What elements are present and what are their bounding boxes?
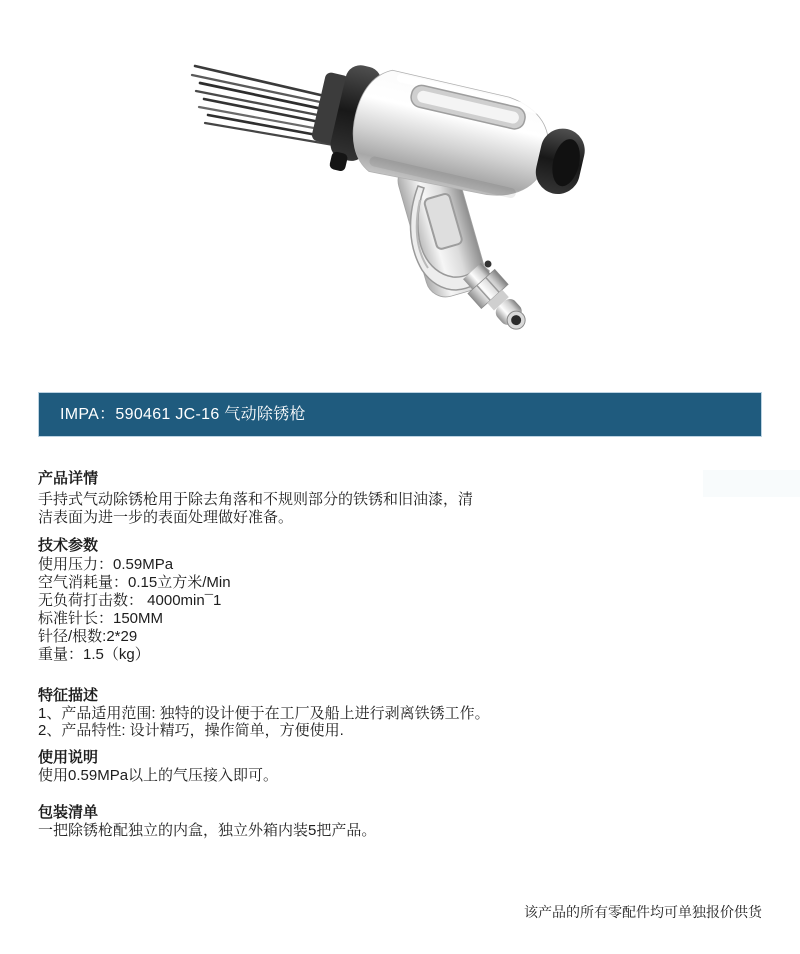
section-heading-usage: 使用说明 bbox=[38, 749, 99, 766]
feature-line: 2、产品特性: 设计精巧，操作简单，方便使用. bbox=[38, 722, 344, 739]
footer-note: 该产品的所有零配件均可单独报价供货 bbox=[524, 904, 762, 920]
pivot-pin bbox=[485, 261, 492, 268]
packing-line: 一把除锈枪配独立的内盒，独立外箱内装5把产品。 bbox=[38, 822, 377, 839]
section-heading-tech-params: 技术参数 bbox=[38, 537, 99, 554]
pneumatic-needle-scaler-photo bbox=[150, 28, 650, 358]
tech-param-line: 重量：1.5（kg） bbox=[38, 646, 150, 663]
product-details-line: 洁表面为进一步的表面处理做好准备。 bbox=[38, 509, 294, 526]
section-heading-product-details: 产品详情 bbox=[38, 470, 99, 487]
tech-param-line: 空气消耗量：0.15立方米/Min bbox=[38, 574, 231, 591]
tech-param-line: 无负荷打击数： 4000min¯1 bbox=[38, 592, 222, 609]
tech-param-line: 针径/根数:2*29 bbox=[38, 628, 138, 645]
section-heading-features: 特征描述 bbox=[38, 687, 99, 704]
usage-line: 使用0.59MPa以上的气压接入即可。 bbox=[38, 767, 279, 784]
tech-param-line: 使用压力：0.59MPa bbox=[38, 556, 174, 573]
feature-line: 1、产品适用范围: 独特的设计便于在工厂及船上进行剥离铁锈工作。 bbox=[38, 705, 490, 722]
section-heading-packing: 包装清单 bbox=[38, 804, 99, 821]
product-title-bar bbox=[38, 392, 762, 437]
product-details-line: 手持式气动除锈枪用于除去角落和不规则部分的铁锈和旧油漆，清 bbox=[38, 491, 474, 508]
tech-param-line: 标准针长：150MM bbox=[38, 610, 164, 627]
product-title: IMPA：590461 JC-16 气动除锈枪 bbox=[60, 406, 306, 423]
faint-artifact bbox=[703, 470, 800, 497]
